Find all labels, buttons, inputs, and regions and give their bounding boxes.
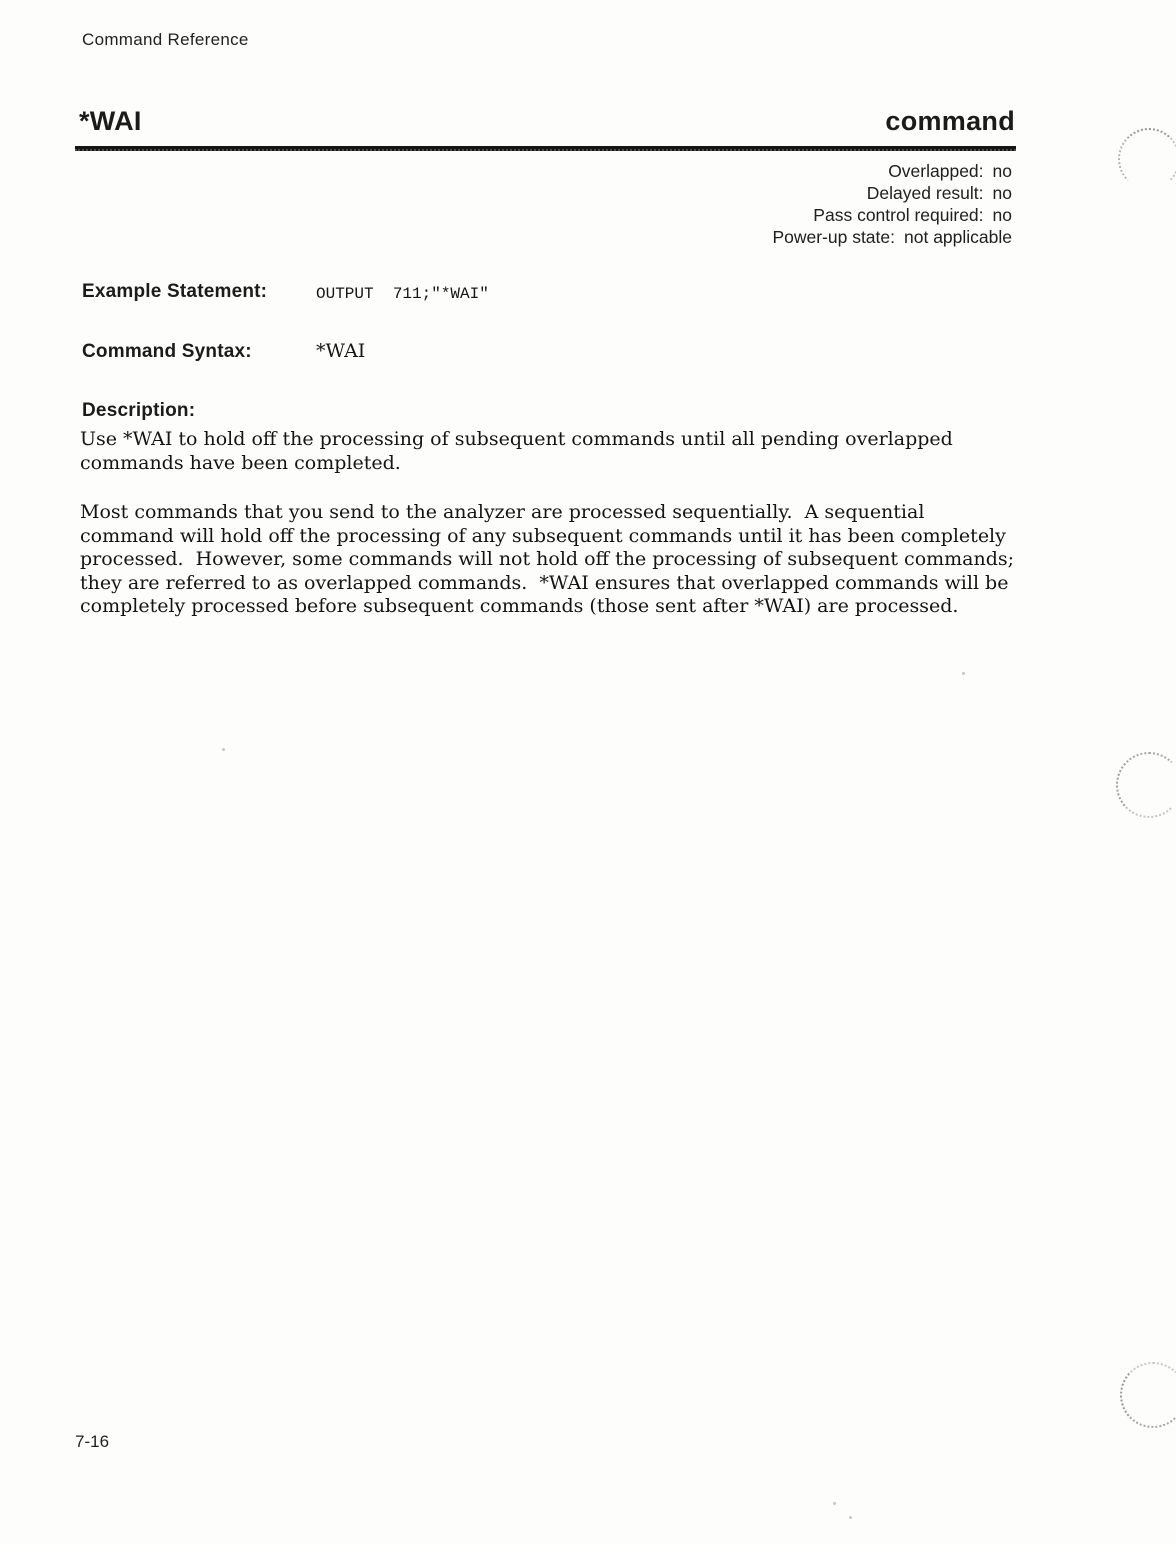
- description-heading: Description:: [82, 400, 196, 421]
- example-statement-code: OUTPUT 711;"*WAI": [316, 285, 489, 303]
- command-syntax-label: Command Syntax:: [82, 341, 252, 362]
- attribute-label: Overlapped:: [888, 161, 984, 181]
- scan-speck: [849, 1516, 852, 1519]
- example-statement-label: Example Statement:: [82, 281, 268, 302]
- attribute-row: [772, 160, 1012, 182]
- attribute-value: no: [992, 161, 1012, 181]
- attribute-label: Delayed result:: [866, 183, 984, 203]
- command-title-row: [79, 106, 1015, 137]
- attribute-value: no: [992, 183, 1012, 203]
- command-syntax-code: *WAI: [316, 340, 366, 362]
- attribute-value: not applicable: [904, 227, 1012, 247]
- attribute-label: Pass control required:: [813, 205, 984, 225]
- scan-speck: [222, 748, 225, 751]
- punch-hole-artifact: [1116, 752, 1176, 818]
- punch-hole-artifact: [1120, 1362, 1176, 1428]
- attribute-row: [772, 182, 1012, 204]
- scan-speck: [833, 1502, 836, 1505]
- attributes-block: [772, 160, 1012, 248]
- attribute-row: [772, 226, 1012, 248]
- running-header: Command Reference: [82, 30, 249, 49]
- command-name: *WAI: [79, 106, 142, 136]
- attribute-row: [772, 204, 1012, 226]
- punch-hole-artifact: [1118, 128, 1176, 190]
- description-paragraph: Use *WAI to hold off the processing of subsequent commands until all pending overlapped commands have been completed.: [80, 428, 959, 474]
- description-paragraph: Most commands that you send to the analyzer are processed sequentially. A sequential command will hold off the processing of any subsequent commands until it has been completely processed. However, some commands will not hold off the processing of subsequent commands; they are referred to as overlapped commands. *WAI ensures that overlapped commands will be completely processed before subsequent commands (those sent after *WAI) are processed.: [80, 501, 1021, 618]
- page-number: 7-16: [75, 1432, 110, 1451]
- command-type-label: command: [885, 106, 1015, 136]
- header-rule: [75, 146, 1016, 151]
- attribute-label: Power-up state:: [772, 227, 895, 247]
- attribute-value: no: [992, 205, 1012, 225]
- scan-speck: [962, 672, 965, 675]
